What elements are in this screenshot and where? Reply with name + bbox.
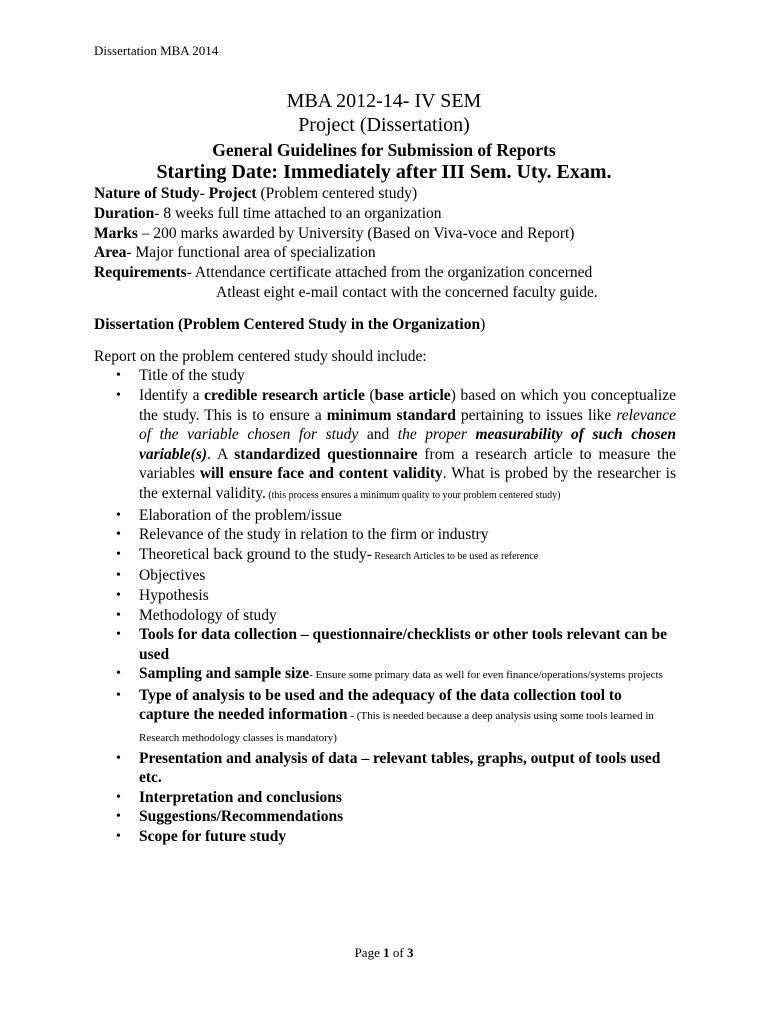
- item-bold: Interpretation and conclusions: [139, 788, 342, 806]
- item-text: Hypothesis: [139, 586, 209, 604]
- marks-label: Marks: [94, 224, 138, 242]
- spacer: [94, 335, 676, 347]
- list-item-presentation: [94, 749, 676, 788]
- title-block: [0, 89, 768, 183]
- starting-date-title: Starting Date: Immediately after III Sem. Uty. Exam.: [156, 161, 612, 183]
- duration-line: [94, 204, 676, 224]
- item-small-note: - (This is needed because a deep analysis using some tools learned in Research methodology classes is mandatory): [139, 710, 654, 745]
- item-bold-italic: measurability of such chosen variable(s): [139, 426, 676, 463]
- requirements-label: Requirements: [94, 264, 187, 282]
- guidelines-title: General Guidelines for Submission of Reports: [212, 140, 556, 160]
- nature-of-study-line: [94, 184, 676, 204]
- requirements-line: [94, 263, 676, 283]
- item-small-note: - Ensure some primary data as well for even finance/operations/systems projects: [309, 669, 663, 682]
- marks-text: – 200 marks awarded by University (Based on Viva-voce and Report): [137, 224, 575, 242]
- item-bold: Sampling and sample size: [139, 665, 310, 683]
- item-text: Objectives: [139, 567, 206, 585]
- item-text: . What is probed by the researcher is the external validity.: [139, 465, 676, 502]
- item-text: . A: [207, 445, 235, 463]
- list-item-scope: [94, 827, 676, 847]
- course-title: MBA 2012-14- IV SEM: [286, 90, 482, 112]
- list-item-analysis-type: [94, 686, 676, 749]
- nature-bold: Project: [208, 185, 257, 202]
- item-italic: the proper: [397, 426, 476, 444]
- item-small-note: Research Articles to be used as reference: [371, 550, 539, 562]
- running-header: Dissertation MBA 2014: [94, 43, 219, 58]
- page-total: 3: [406, 945, 414, 960]
- item-text: Methodology of study: [139, 606, 277, 624]
- list-item-title: [94, 366, 676, 386]
- list-item-suggestions: [94, 807, 676, 827]
- area-line: [94, 243, 676, 263]
- list-item-sampling: [94, 664, 676, 686]
- item-bold: credible research article: [204, 386, 365, 404]
- requirements-line-2: Atleast eight e-mail contact with the concerned faculty guide.: [216, 283, 598, 301]
- section-heading-part1: Dissertation (: [94, 315, 184, 333]
- list-item-methodology: [94, 606, 676, 626]
- item-bold: Scope for future study: [139, 828, 287, 846]
- item-bold: Tools for data collection – questionnaire/checklists or other tools relevant can be used: [139, 626, 667, 663]
- item-text: Relevance of the study in relation to the firm or industry: [139, 526, 489, 544]
- requirements-text: - Attendance certificate attached from the organization concerned: [186, 264, 593, 282]
- project-title: Project (Dissertation): [298, 114, 470, 136]
- item-text: (: [364, 386, 375, 404]
- nature-label: Nature of Study: [94, 185, 200, 202]
- item-small-note: (this process ensures a minimum quality to your problem centered study): [265, 489, 561, 501]
- item-bold: Type of analysis to be used and the adequacy of the data collection tool to capture the needed information: [139, 686, 622, 724]
- item-text: pertaining to issues like: [455, 406, 617, 424]
- item-bold: will ensure face and content validity: [199, 465, 443, 483]
- item-bold: base article: [374, 386, 451, 404]
- area-label: Area: [94, 244, 127, 262]
- document-body: [94, 184, 676, 847]
- item-bold: Suggestions/Recommendations: [139, 808, 344, 826]
- list-item-objectives: [94, 566, 676, 586]
- item-text: ) based on which you conceptualize the study. This is to ensure a: [139, 386, 677, 424]
- item-bold: minimum standard: [326, 406, 456, 424]
- list-item-theoretical: [94, 545, 676, 567]
- section-intro: Report on the problem centered study should include:: [94, 347, 427, 365]
- duration-text: - 8 weeks full time attached to an organization: [154, 204, 442, 222]
- item-text: Theoretical back ground to the study-: [139, 545, 372, 563]
- of-word: of: [389, 945, 407, 960]
- list-item-base-article: [94, 386, 676, 506]
- item-bold: standardized questionnaire: [234, 445, 418, 463]
- page-footer: [0, 945, 768, 961]
- list-item-elaboration: [94, 506, 676, 526]
- item-text: Identify a: [139, 386, 205, 404]
- item-text: Title of the study: [139, 367, 245, 385]
- report-contents-list: [94, 366, 676, 846]
- spacer: [94, 303, 676, 315]
- area-text: - Major functional area of specialization: [126, 244, 376, 262]
- item-text: Elaboration of the problem/issue: [139, 506, 342, 524]
- list-item-interpretation: [94, 788, 676, 808]
- list-item-relevance: [94, 525, 676, 545]
- duration-label: Duration: [94, 204, 155, 222]
- item-italic: relevance of the variable chosen for study: [139, 406, 676, 444]
- page-word: Page: [354, 945, 384, 960]
- section-heading-end: ): [480, 315, 486, 333]
- item-text: from a research article to measure the variables: [139, 445, 676, 483]
- nature-sep: -: [199, 185, 209, 202]
- section-heading-part2: Problem Centered Study in the Organization: [183, 315, 481, 333]
- marks-line: [94, 224, 676, 244]
- item-text: and: [358, 426, 398, 444]
- list-item-hypothesis: [94, 586, 676, 606]
- nature-text: (Problem centered study): [256, 185, 418, 202]
- list-item-tools: [94, 625, 676, 664]
- section-heading: [94, 315, 676, 335]
- page-number: 1: [383, 945, 390, 960]
- item-bold: Presentation and analysis of data – relevant tables, graphs, output of tools used etc.: [139, 749, 661, 787]
